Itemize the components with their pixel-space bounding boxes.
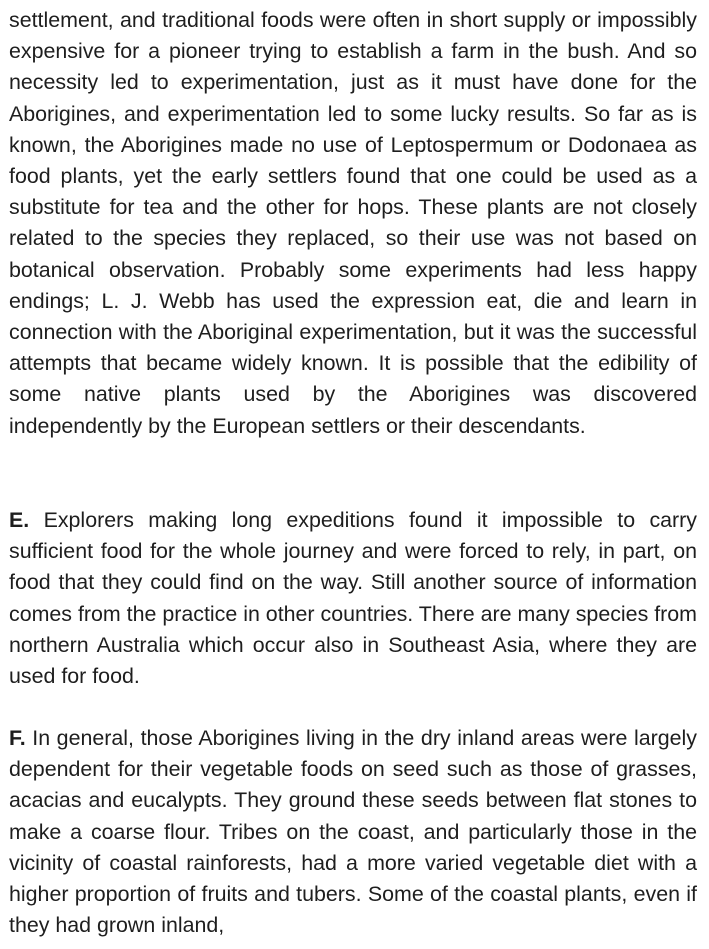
paragraph-e-text: Explorers making long expeditions found it impossible to carry sufficient food for the whole journey and were forced to rely, in part, on food that they could find on the way. Still another source of information comes from the practice in other countries. There are many species from northern Australia which occur also in Southeast Asia, where they are used for food.	[9, 508, 697, 689]
paragraph-f-label: F.	[9, 726, 26, 750]
paragraph-e-label: E.	[9, 508, 30, 532]
paragraph-d-continued	[9, 5, 697, 442]
paragraph-d-text: settlement, and traditional foods were often in short supply or impossibly expensive for a pioneer trying to establish a farm in the bush. And so necessity led to experimentation, just as it must have done for the Aborigines, and experimentation led to some lucky results. So far as is known, the Aborigines made no use of Leptospermum or Dodonaea as food plants, yet the early settlers found that one could be used as a substitute for tea and the other for hops. These plants are not closely related to the species they replaced, so their use was not based on botanical observation. Probably some experiments had less happy endings; L. J. Webb has used the expression eat, die and learn in connection with the Aboriginal experimentation, but it was the successful attempts that became widely known. It is possible that the edibility of some native plants used by the Aborigines was discovered independently by the European settlers or their descendants.	[9, 8, 697, 438]
paragraph-f	[9, 723, 697, 941]
paragraph-f-text: In general, those Aborigines living in the dry inland areas were largely dependent for their vegetable foods on seed such as those of grasses, acacias and eucalypts. They ground these seeds between flat stones to make a coarse flour. Tribes on the coast, and particularly those in the vicinity of coastal rainforests, had a more varied vegetable diet with a higher proportion of fruits and tubers. Some of the coastal plants, even if they had grown inland,	[9, 726, 697, 938]
paragraph-e	[9, 505, 697, 692]
